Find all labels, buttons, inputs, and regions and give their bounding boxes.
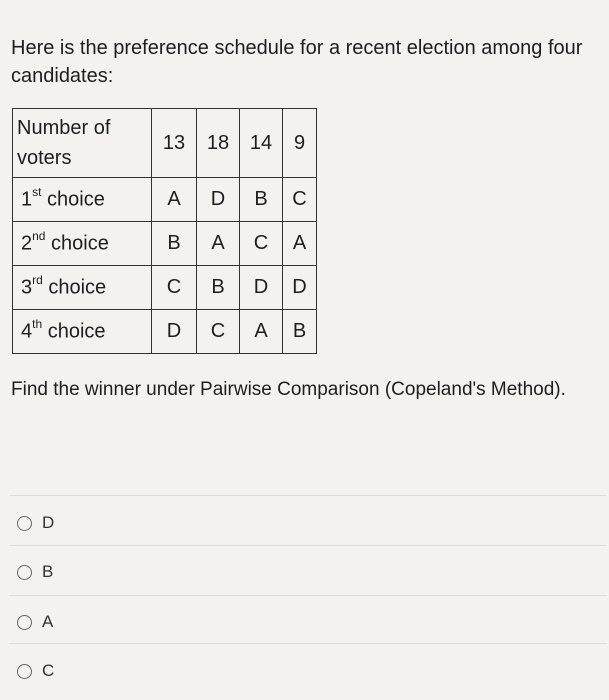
table-cell: C — [197, 310, 240, 354]
answer-option[interactable] — [17, 612, 53, 632]
table-cell: A — [197, 222, 240, 266]
table-cell: D — [152, 310, 197, 354]
table-cell: B — [197, 266, 240, 310]
table-cell: A — [240, 310, 283, 354]
row-label: 2nd choice — [13, 222, 152, 266]
voter-count: 18 — [197, 109, 240, 178]
radio-icon[interactable] — [17, 615, 32, 630]
table-cell: B — [283, 310, 317, 354]
table-cell: C — [240, 222, 283, 266]
radio-icon[interactable] — [17, 516, 32, 531]
table-cell: D — [197, 178, 240, 222]
preference-schedule-table — [12, 108, 317, 354]
row-label: 1st choice — [13, 178, 152, 222]
table-cell: B — [240, 178, 283, 222]
option-label: D — [42, 513, 55, 532]
header-label: Number of voters — [13, 109, 152, 178]
question-text: Find the winner under Pairwise Comparison (Copeland's Method). — [11, 379, 566, 400]
option-label: C — [42, 661, 55, 680]
table-row — [13, 266, 317, 310]
intro-text: Here is the preference schedule for a recent election among four candidates: — [11, 37, 583, 87]
table-cell: C — [152, 266, 197, 310]
table-cell: A — [152, 178, 197, 222]
option-label: B — [42, 562, 54, 581]
table-cell: C — [283, 178, 317, 222]
divider — [10, 643, 606, 644]
radio-icon[interactable] — [17, 664, 32, 679]
divider — [10, 495, 606, 496]
answer-option[interactable] — [17, 513, 54, 533]
table-row — [13, 178, 317, 222]
table-cell: B — [152, 222, 197, 266]
divider — [10, 545, 606, 546]
table-cell: A — [283, 222, 317, 266]
option-label: A — [42, 612, 54, 631]
answer-option[interactable] — [17, 661, 54, 681]
table-row — [13, 310, 317, 354]
table-header-row — [13, 109, 317, 178]
table-cell: D — [283, 266, 317, 310]
voter-count: 14 — [240, 109, 283, 178]
table-row — [13, 222, 317, 266]
voter-count: 13 — [152, 109, 197, 178]
radio-icon[interactable] — [17, 565, 32, 580]
row-label: 3rd choice — [13, 266, 152, 310]
divider — [10, 595, 606, 596]
voter-count: 9 — [283, 109, 317, 178]
answer-option[interactable] — [17, 562, 53, 582]
row-label: 4th choice — [13, 310, 152, 354]
table-cell: D — [240, 266, 283, 310]
